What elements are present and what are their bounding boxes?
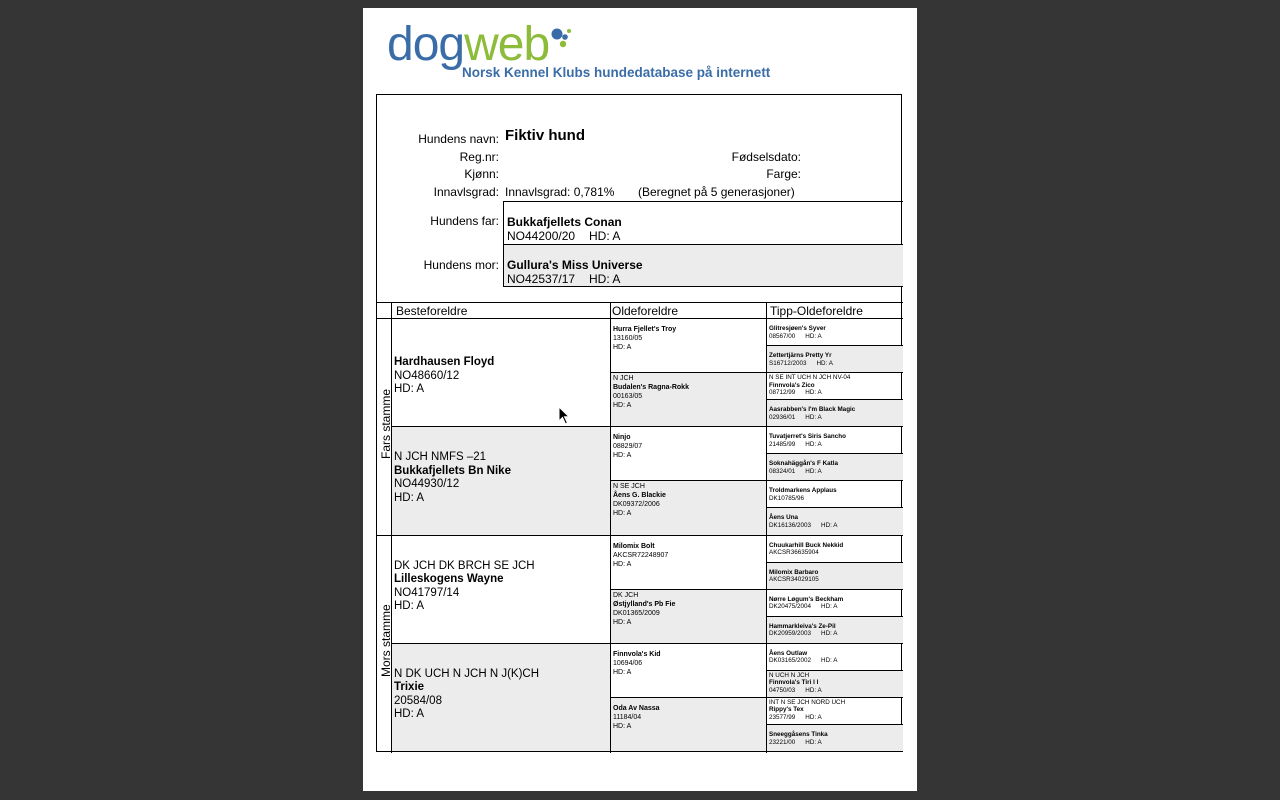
great-grandparent-cell	[611, 698, 766, 752]
great-great-grandparent-hd-inline: HD: A	[805, 440, 822, 448]
great-great-grandparent-hd-inline: HD: A	[805, 714, 822, 722]
great-great-grandparent-reg: 08567/00	[769, 332, 796, 340]
birthdate-label: Fødselsdato:	[731, 150, 801, 164]
great-grandparent-cell	[611, 427, 766, 481]
great-great-grandparent-name: Aasrabben's I'm Black Magic	[769, 406, 856, 414]
pedigree-form	[376, 94, 902, 752]
great-grandparent-hd: HD: A	[613, 452, 632, 460]
logo-dots-icon	[535, 26, 575, 56]
grandparent-cell	[392, 427, 610, 535]
great-great-grandparent-hd-inline: HD: A	[805, 738, 822, 746]
great-grandparent-reg: 11184/04	[613, 713, 642, 721]
great-great-grandparent-cell	[767, 481, 903, 508]
great-great-grandparent-reg: 23577/99	[769, 714, 796, 722]
great-great-grandparent-reg: 21485/99	[769, 440, 796, 448]
great-great-grandparent-reg: 08324/01	[769, 467, 796, 475]
inbreeding-note: (Beregnet på 5 generasjoner)	[638, 185, 795, 199]
great-grandparent-hd: HD: A	[613, 618, 632, 626]
father-hd: HD: A	[589, 229, 621, 243]
great-great-grandparent-cell	[767, 590, 903, 617]
great-grandparent-hd: HD: A	[613, 510, 632, 518]
great-great-grandparent-cell	[767, 319, 903, 346]
logo-word-web: web	[464, 18, 550, 71]
great-grandparent-title: N SE JCH	[613, 483, 645, 491]
great-great-grandparent-name: Finnvola's Zico	[769, 381, 815, 389]
great-grandparent-title: DK JCH	[613, 591, 639, 599]
mother-hd: HD: A	[589, 272, 621, 286]
great-grandparent-cell	[611, 481, 766, 535]
side-label-fars: Fars stamme	[379, 388, 393, 459]
grandparent-hd: HD: A	[394, 600, 425, 612]
color-label: Farge:	[766, 167, 801, 181]
great-great-grandparent-hd-inline: HD: A	[821, 603, 838, 611]
great-great-grandparent-reg: DK20959/2003	[769, 630, 812, 638]
great-great-grandparent-name: Chuukarhill Buck Nekkid	[769, 541, 844, 549]
great-great-grandparent-hd-inline: HD: A	[805, 389, 822, 397]
great-grandparent-cell	[611, 590, 766, 644]
great-grandparent-reg: 00163/05	[613, 393, 643, 401]
great-great-grandparent-name: Hammarkleiva's Ze-Pil	[769, 622, 836, 630]
grandparent-reg: 20584/08	[394, 694, 442, 707]
regnr-label: Reg.nr:	[459, 150, 499, 164]
great-great-grandparent-hd-inline: HD: A	[821, 630, 838, 638]
great-great-grandparent-reg: 08712/99	[769, 389, 796, 397]
great-grandparent-hd: HD: A	[613, 560, 632, 568]
great-grandparent-reg: 10694/06	[613, 659, 643, 667]
great-grandparent-name: Hurra Fjellet's Troy	[613, 326, 677, 333]
father-reg: NO44200/20	[507, 229, 576, 243]
great-grandparent-name: Milomix Bolt	[613, 542, 655, 550]
great-great-grandparent-cell	[767, 400, 903, 427]
great-great-grandparent-name: Rippy's Tex	[769, 706, 804, 714]
great-grandparent-reg: 08829/07	[613, 443, 643, 451]
great-great-grandparent-name: Åens Outlaw	[769, 649, 808, 657]
great-great-grandparent-cell	[767, 698, 903, 725]
father-box	[503, 201, 903, 244]
great-grandparent-name: Åens G. Blackie	[613, 492, 666, 500]
grandparent-hd: HD: A	[394, 708, 425, 721]
great-great-grandparent-cell	[767, 346, 903, 373]
grandparent-hd: HD: A	[394, 491, 425, 504]
great-great-grandparent-reg: DK20475/2004	[769, 603, 812, 611]
great-great-grandparent-name: Troldmarkens Applaus	[769, 487, 837, 495]
grandparent-reg: NO44930/12	[394, 478, 460, 491]
mother-reg: NO42537/17	[507, 272, 576, 286]
mother-box	[503, 244, 903, 287]
grandparent-name: Bukkafjellets Bn Nike	[394, 464, 511, 477]
great-great-grandparent-name: Glitresjøen's Syver	[769, 325, 826, 332]
great-great-grandparent-hd-inline: HD: A	[821, 522, 838, 530]
great-great-grandparent-reg: AKCSR36635904	[769, 549, 819, 557]
great-grandparent-reg: DK01365/2009	[613, 609, 660, 617]
mother-label: Hundens mor:	[423, 258, 499, 272]
grandparent-reg: NO48660/12	[394, 369, 460, 382]
great-great-grandparent-name: Sneeggåsens Tinka	[769, 730, 828, 738]
great-great-grandparent-cell	[767, 427, 903, 454]
great-great-grandparent-reg: 02936/01	[769, 413, 796, 421]
great-grandparent-hd: HD: A	[613, 402, 632, 410]
great-grandparent-title: N JCH	[613, 375, 634, 383]
mother-name: Gullura's Miss Universe	[507, 258, 643, 272]
great-great-grandparent-cell	[767, 563, 903, 590]
great-grandparent-cell	[611, 319, 766, 373]
great-great-grandparent-cell	[767, 373, 903, 400]
great-great-grandparent-name: Zettertjärns Pretty Yr	[769, 352, 832, 360]
sex-label: Kjønn:	[464, 167, 499, 181]
mouse-cursor-icon	[558, 406, 572, 426]
column-header-great-grandparents: Oldeforeldre	[612, 304, 679, 318]
grandparent-title: DK JCH DK BRCH SE JCH	[394, 559, 535, 572]
great-great-grandparent-hd-inline: HD: A	[816, 359, 833, 367]
grandparent-title: N DK UCH N JCH N J(K)CH	[394, 667, 540, 680]
dog-name: Fiktiv hund	[505, 127, 585, 144]
father-name: Bukkafjellets Conan	[507, 215, 622, 229]
grandparent-hd: HD: A	[394, 383, 425, 395]
grandparent-name: Trixie	[394, 681, 425, 694]
dogweb-logo	[387, 16, 807, 86]
great-grandparent-cell	[611, 536, 766, 590]
great-great-grandparent-reg: DK03165/2002	[769, 657, 812, 665]
great-great-grandparent-reg: DK16136/2003	[769, 522, 812, 530]
great-great-grandparent-cell	[767, 644, 903, 671]
great-great-grandparent-hd-inline: HD: A	[805, 332, 822, 340]
great-great-grandparent-cell	[767, 725, 903, 752]
great-grandparent-name: Budalen's Ragna-Rokk	[613, 384, 689, 392]
great-grandparent-cell	[611, 644, 766, 698]
great-grandparent-hd: HD: A	[613, 668, 632, 676]
great-great-grandparent-title: INT N SE JCH NORD UCH	[769, 698, 846, 706]
great-great-grandparent-reg: 23221/00	[769, 738, 796, 746]
grandparent-name: Hardhausen Floyd	[394, 356, 495, 368]
logo-tagline: Norsk Kennel Klubs hundedatabase på internett	[462, 65, 771, 80]
great-great-grandparent-reg: AKCSR34029105	[769, 576, 819, 584]
great-great-grandparent-hd-inline: HD: A	[805, 467, 822, 475]
father-label: Hundens far:	[430, 214, 499, 228]
logo-word-dog: dog	[387, 18, 465, 71]
great-grandparent-reg: DK09372/2006	[613, 501, 660, 509]
inbreeding-label: Innavlsgrad:	[433, 185, 499, 199]
great-great-grandparent-name: Åens Una	[769, 514, 799, 522]
great-grandparent-hd: HD: A	[613, 344, 632, 351]
great-grandparent-name: Østjylland's Pb Fie	[613, 600, 676, 608]
great-great-grandparent-hd-inline: HD: A	[805, 413, 822, 421]
great-great-grandparent-cell	[767, 536, 903, 563]
great-great-grandparent-reg: 04750/03	[769, 687, 796, 694]
great-grandparent-reg: 13160/05	[613, 335, 643, 342]
great-great-grandparent-cell	[767, 671, 903, 698]
grandparent-cell	[392, 536, 610, 644]
grandparent-name: Lilleskogens Wayne	[394, 573, 504, 585]
great-grandparent-reg: AKCSR72248907	[613, 551, 669, 559]
great-great-grandparent-name: Tuvatjerret's Siris Sancho	[769, 433, 846, 441]
great-great-grandparent-hd-inline: HD: A	[805, 687, 822, 694]
great-grandparent-name: Oda Av Nassa	[613, 704, 660, 712]
great-great-grandparent-hd-inline: HD: A	[821, 657, 838, 665]
great-great-grandparent-cell	[767, 617, 903, 644]
great-grandparent-cell	[611, 373, 766, 427]
great-great-grandparent-name: Soknahäggån's F Katla	[769, 460, 839, 468]
dog-name-label: Hundens navn:	[418, 132, 499, 146]
column-header-great-great-grandparents: Tipp-Oldeforeldre	[770, 304, 863, 318]
great-grandparent-name: Ninjo	[613, 434, 631, 442]
great-great-grandparent-cell	[767, 508, 903, 535]
grandparent-reg: NO41797/14	[394, 586, 460, 599]
great-great-grandparent-name: Nørre Løgum's Beckham	[769, 595, 844, 603]
grandparent-title: N JCH NMFS –21	[394, 451, 487, 464]
great-great-grandparent-reg: S16712/2003	[769, 359, 807, 367]
inbreeding-value: Innavlsgrad: 0,781%	[505, 185, 615, 199]
great-great-grandparent-name: Finnvola's Tiri I I	[769, 679, 819, 687]
great-great-grandparent-cell	[767, 454, 903, 481]
grandparent-cell	[392, 644, 610, 752]
column-header-grandparents: Besteforeldre	[396, 304, 468, 318]
great-grandparent-hd: HD: A	[613, 722, 632, 730]
great-great-grandparent-title: N SE INT UCH N JCH NV-04	[769, 374, 851, 382]
pedigree-document	[363, 8, 917, 791]
great-great-grandparent-reg: DK10785/96	[769, 494, 805, 502]
grandparent-cell	[392, 319, 610, 427]
great-great-grandparent-name: Milomix Barbaro	[769, 568, 819, 576]
great-great-grandparent-title: N UCH N JCH	[769, 671, 810, 679]
side-label-mors: Mors stamme	[379, 604, 393, 677]
great-grandparent-name: Finnvola's Kid	[613, 650, 661, 658]
